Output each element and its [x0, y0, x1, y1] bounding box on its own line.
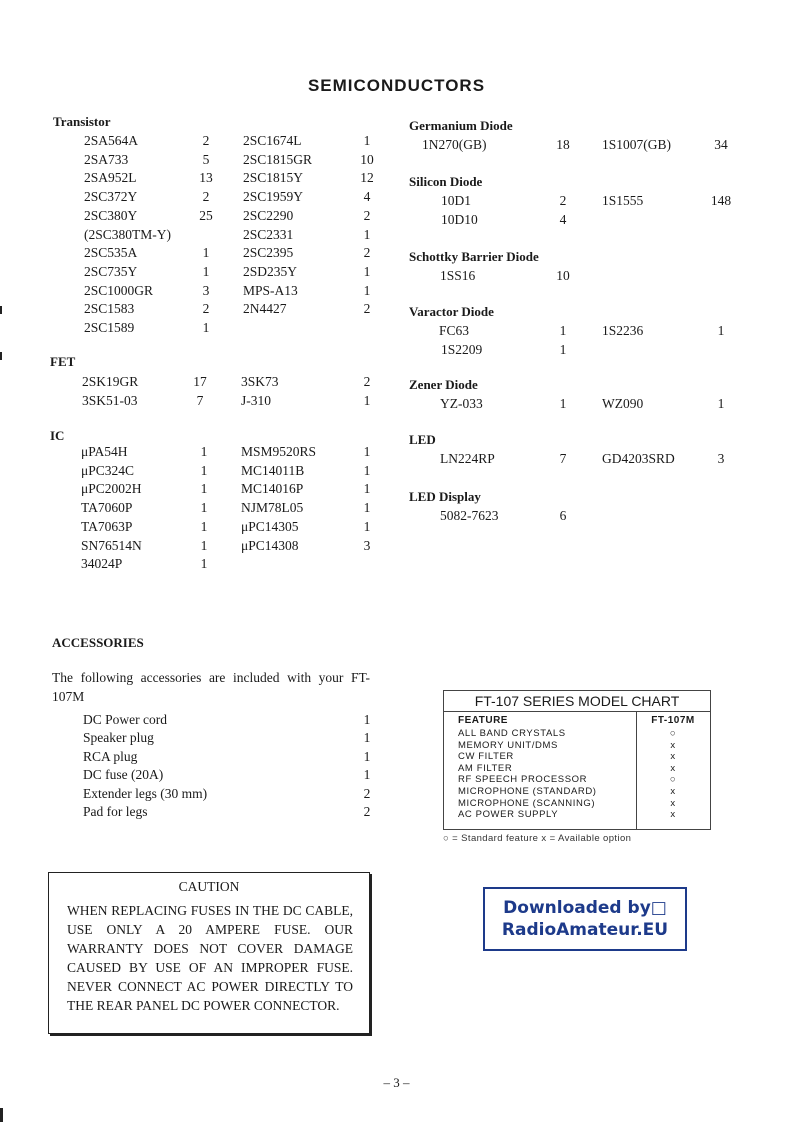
accessory-item [0, 730, 380, 748]
part-quantity: 5 [202, 151, 210, 167]
feature-availability: x [670, 809, 676, 821]
part-number: (2SC380TM-Y) [84, 226, 171, 242]
feature-name: RF SPEECH PROCESSOR [458, 774, 588, 786]
part-quantity: 1 [717, 396, 725, 411]
model-chart-row [444, 774, 710, 786]
accessory-quantity: 1 [363, 767, 371, 783]
accessory-quantity: 1 [363, 712, 371, 727]
accessory-name: Speaker plug [83, 730, 154, 746]
feature-availability: x [670, 797, 676, 809]
model-chart-row [444, 786, 710, 798]
part-quantity: 1 [559, 323, 567, 338]
feature-name: ALL BAND CRYSTALS [458, 728, 566, 739]
part-quantity: 13 [199, 170, 213, 186]
part-row [0, 374, 400, 392]
part-number: 2SC1815Y [243, 170, 304, 186]
part-quantity: 1 [559, 396, 567, 411]
feature-availability: ○ [669, 774, 677, 786]
part-row [0, 451, 760, 469]
part-number: μPC14308 [241, 537, 299, 553]
part-number: LN224RP [440, 451, 495, 466]
part-number: 1S1007(GB) [602, 137, 672, 152]
accessory-quantity: 2 [363, 804, 371, 819]
part-quantity: 2 [202, 189, 210, 205]
part-number: 2SC380Y [84, 207, 138, 223]
scan-mark [0, 1108, 3, 1122]
part-number: 5082-7623 [440, 508, 499, 523]
accessory-quantity: 2 [363, 785, 371, 801]
part-quantity: 1 [202, 263, 210, 279]
part-quantity: 25 [199, 207, 213, 223]
part-quantity: 1 [363, 226, 371, 242]
part-quantity: 3 [717, 451, 725, 466]
part-number: 1S1555 [602, 193, 644, 208]
feature-availability: x [670, 786, 676, 797]
part-number: 2SK19GR [82, 374, 139, 389]
fet-heading: FET [50, 354, 76, 369]
part-quantity: 2 [363, 374, 371, 389]
model-chart-row [444, 728, 710, 740]
part-quantity: 1 [363, 481, 371, 497]
model-chart [443, 690, 711, 830]
part-quantity: 1 [363, 133, 371, 148]
accessory-item [0, 767, 380, 785]
accessory-name: Pad for legs [83, 804, 148, 819]
part-row [0, 396, 760, 414]
chart-legend: ○ = Standard feature x = Available option [443, 833, 632, 844]
accessory-item [0, 786, 380, 804]
part-quantity: 1 [200, 462, 208, 478]
part-quantity: 2 [202, 301, 210, 317]
part-number: μPC2002H [81, 481, 142, 497]
download-badge-line1: Downloaded by□ [503, 898, 667, 918]
part-quantity: 1 [363, 500, 371, 516]
part-quantity: 6 [559, 508, 567, 523]
part-number: 1S2209 [441, 341, 483, 357]
part-quantity: 1 [200, 556, 208, 572]
diode-heading: LED Display [409, 489, 481, 504]
part-row [0, 268, 760, 286]
part-quantity: 1 [363, 392, 371, 408]
feature-name: MICROPHONE (SCANNING) [458, 797, 596, 809]
part-row [0, 212, 760, 230]
caution-text: WHEN REPLACING FUSES IN THE DC CABLE, USE ONLY A 20 AMPERE FUSE. OUR WARRANTY DOES NOT COVER DAMAGE CAUSED BY USE OF AN IMPROPER FUSE. NEVER CONNECT AC POWER DIRECTLY TO THE REAR PANEL DC POWER CONNECTOR. [67, 903, 353, 1013]
part-quantity: 7 [559, 451, 567, 466]
part-quantity: 1 [200, 481, 208, 497]
part-quantity: 3 [363, 537, 371, 553]
download-badge-line2: RadioAmateur.EU [501, 920, 669, 940]
part-quantity: 1 [202, 245, 210, 261]
part-row [0, 170, 400, 188]
part-row [0, 342, 760, 360]
model-chart-row [444, 763, 710, 775]
part-row [0, 556, 400, 574]
part-number: 1SS16 [440, 268, 476, 283]
part-row [0, 481, 400, 499]
part-row [0, 538, 400, 556]
part-quantity: 2 [363, 245, 371, 261]
accessories-intro: The following accessories are included with your FT-107M [52, 670, 370, 704]
part-quantity: 18 [556, 137, 570, 152]
part-number: 10D10 [441, 211, 478, 227]
diode-heading: Schottky Barrier Diode [409, 249, 539, 264]
part-number: 2SC1589 [84, 320, 135, 335]
part-quantity: 1 [363, 282, 371, 298]
part-number: 10D1 [441, 193, 471, 208]
feature-availability: x [670, 751, 676, 763]
part-number: 34024P [81, 556, 123, 572]
model-chart-row [444, 740, 710, 752]
part-number: 2SD235Y [243, 263, 298, 279]
part-number: FC63 [439, 323, 470, 338]
diode-heading: Varactor Diode [409, 304, 494, 319]
part-number: MC14016P [241, 481, 304, 497]
part-number: MSM9520RS [241, 444, 317, 459]
part-number: 2SA733 [84, 151, 129, 167]
accessory-item [0, 804, 380, 822]
model-chart-row [444, 798, 710, 810]
part-quantity: 1 [363, 444, 371, 459]
diode-heading: Zener Diode [409, 377, 478, 392]
accessory-name: DC Power cord [83, 712, 167, 727]
part-row [0, 245, 400, 263]
part-quantity: 2 [559, 193, 567, 208]
diode-heading: Silicon Diode [409, 174, 483, 189]
part-number: WZ090 [602, 396, 644, 411]
part-quantity: 1 [200, 444, 208, 459]
feature-name: MICROPHONE (STANDARD) [458, 786, 597, 797]
part-row [0, 508, 760, 526]
part-quantity: 1 [559, 341, 567, 357]
part-quantity: 148 [710, 193, 732, 208]
feature-column-header: FEATURE [458, 715, 508, 726]
part-quantity: 1 [363, 518, 371, 534]
part-row [0, 323, 760, 341]
accessory-name: Extender legs (30 mm) [83, 785, 208, 801]
accessory-quantity: 1 [363, 730, 371, 746]
scan-mark [0, 306, 2, 314]
part-number: 2SC1000GR [84, 282, 154, 298]
accessory-name: DC fuse (20A) [83, 767, 164, 783]
part-quantity: 1 [200, 518, 208, 534]
page-title: SEMICONDUCTORS [307, 76, 486, 95]
part-number: 2SC2290 [243, 207, 294, 223]
part-number: 2SA952L [84, 170, 137, 186]
part-number: 2SC735Y [84, 263, 138, 279]
accessories-heading: ACCESSORIES [52, 635, 144, 650]
part-number: 2SC1959Y [243, 189, 304, 205]
part-number: 2SC1583 [84, 301, 135, 317]
model-chart-row [444, 809, 710, 821]
part-quantity: 7 [196, 392, 204, 408]
feature-name: AM FILTER [458, 762, 513, 774]
part-number: YZ-033 [440, 396, 483, 411]
part-number: TA7063P [81, 518, 133, 534]
part-number: 2SC2331 [243, 226, 294, 242]
part-number: μPA54H [81, 444, 128, 459]
feature-availability: ○ [669, 728, 677, 739]
accessory-quantity: 1 [363, 748, 371, 764]
model-chart-title: FT-107 SERIES MODEL CHART [444, 691, 710, 712]
part-number: MC14011B [241, 462, 305, 478]
part-number: 2SC1815GR [243, 151, 313, 167]
part-quantity: 2 [202, 133, 210, 148]
accessory-item [0, 712, 380, 730]
part-number: 2SC1674L [243, 133, 302, 148]
part-quantity: 1 [717, 323, 725, 338]
part-number: SN76514N [81, 537, 142, 553]
feature-availability: x [670, 739, 676, 751]
feature-name: MEMORY UNIT/DMS [458, 739, 558, 751]
caution-box [48, 872, 370, 1034]
accessory-item [0, 749, 380, 767]
model-column-header: FT-107M [651, 715, 695, 726]
part-number: 3SK51-03 [82, 392, 138, 408]
part-number: MPS-A13 [243, 282, 298, 298]
part-number: NJM78L05 [241, 500, 304, 516]
part-number: 2N4427 [243, 301, 287, 317]
part-quantity: 3 [202, 282, 210, 298]
ic-heading: IC [50, 428, 65, 443]
model-chart-row [444, 751, 710, 763]
part-quantity: 4 [559, 211, 567, 227]
page-number: – 3 – [383, 1075, 410, 1090]
part-quantity: 1 [200, 537, 208, 553]
scan-mark [0, 352, 2, 360]
part-number: 2SC535A [84, 245, 138, 261]
part-quantity: 4 [363, 189, 371, 205]
feature-name: AC POWER SUPPLY [458, 809, 559, 821]
part-quantity: 1 [363, 263, 371, 279]
caution-title: CAUTION [178, 879, 240, 894]
part-row [0, 301, 400, 319]
part-quantity: 10 [556, 268, 570, 283]
part-number: GD4203SRD [602, 451, 675, 466]
download-badge[interactable] [483, 887, 687, 951]
part-number: 2SC372Y [84, 189, 138, 205]
transistor-heading: Transistor [53, 114, 111, 129]
part-quantity: 1 [200, 500, 208, 516]
part-quantity: 1 [363, 462, 371, 478]
part-quantity: 12 [360, 170, 374, 186]
part-number: TA7060P [81, 500, 133, 516]
part-number: μPC14305 [241, 518, 299, 534]
diode-heading: LED [409, 432, 436, 447]
feature-availability: x [670, 762, 676, 774]
part-row [0, 137, 760, 155]
part-number: 2SC2395 [243, 245, 294, 261]
part-quantity: 34 [714, 137, 728, 152]
part-quantity: 1 [202, 320, 210, 335]
part-number: 1N270(GB) [422, 137, 487, 152]
part-quantity: 17 [193, 374, 207, 389]
part-quantity: 2 [363, 207, 371, 223]
feature-name: CW FILTER [458, 751, 514, 763]
part-quantity: 10 [360, 151, 374, 167]
part-number: 1S2236 [602, 323, 644, 338]
part-number: 2SA564A [84, 133, 139, 148]
diode-heading: Germanium Diode [409, 118, 513, 133]
part-number: 3SK73 [241, 374, 279, 389]
part-number: μPC324C [81, 462, 135, 478]
part-number: J-310 [241, 392, 271, 408]
part-row [0, 193, 760, 211]
part-quantity: 2 [363, 301, 371, 317]
accessory-name: RCA plug [83, 748, 138, 764]
